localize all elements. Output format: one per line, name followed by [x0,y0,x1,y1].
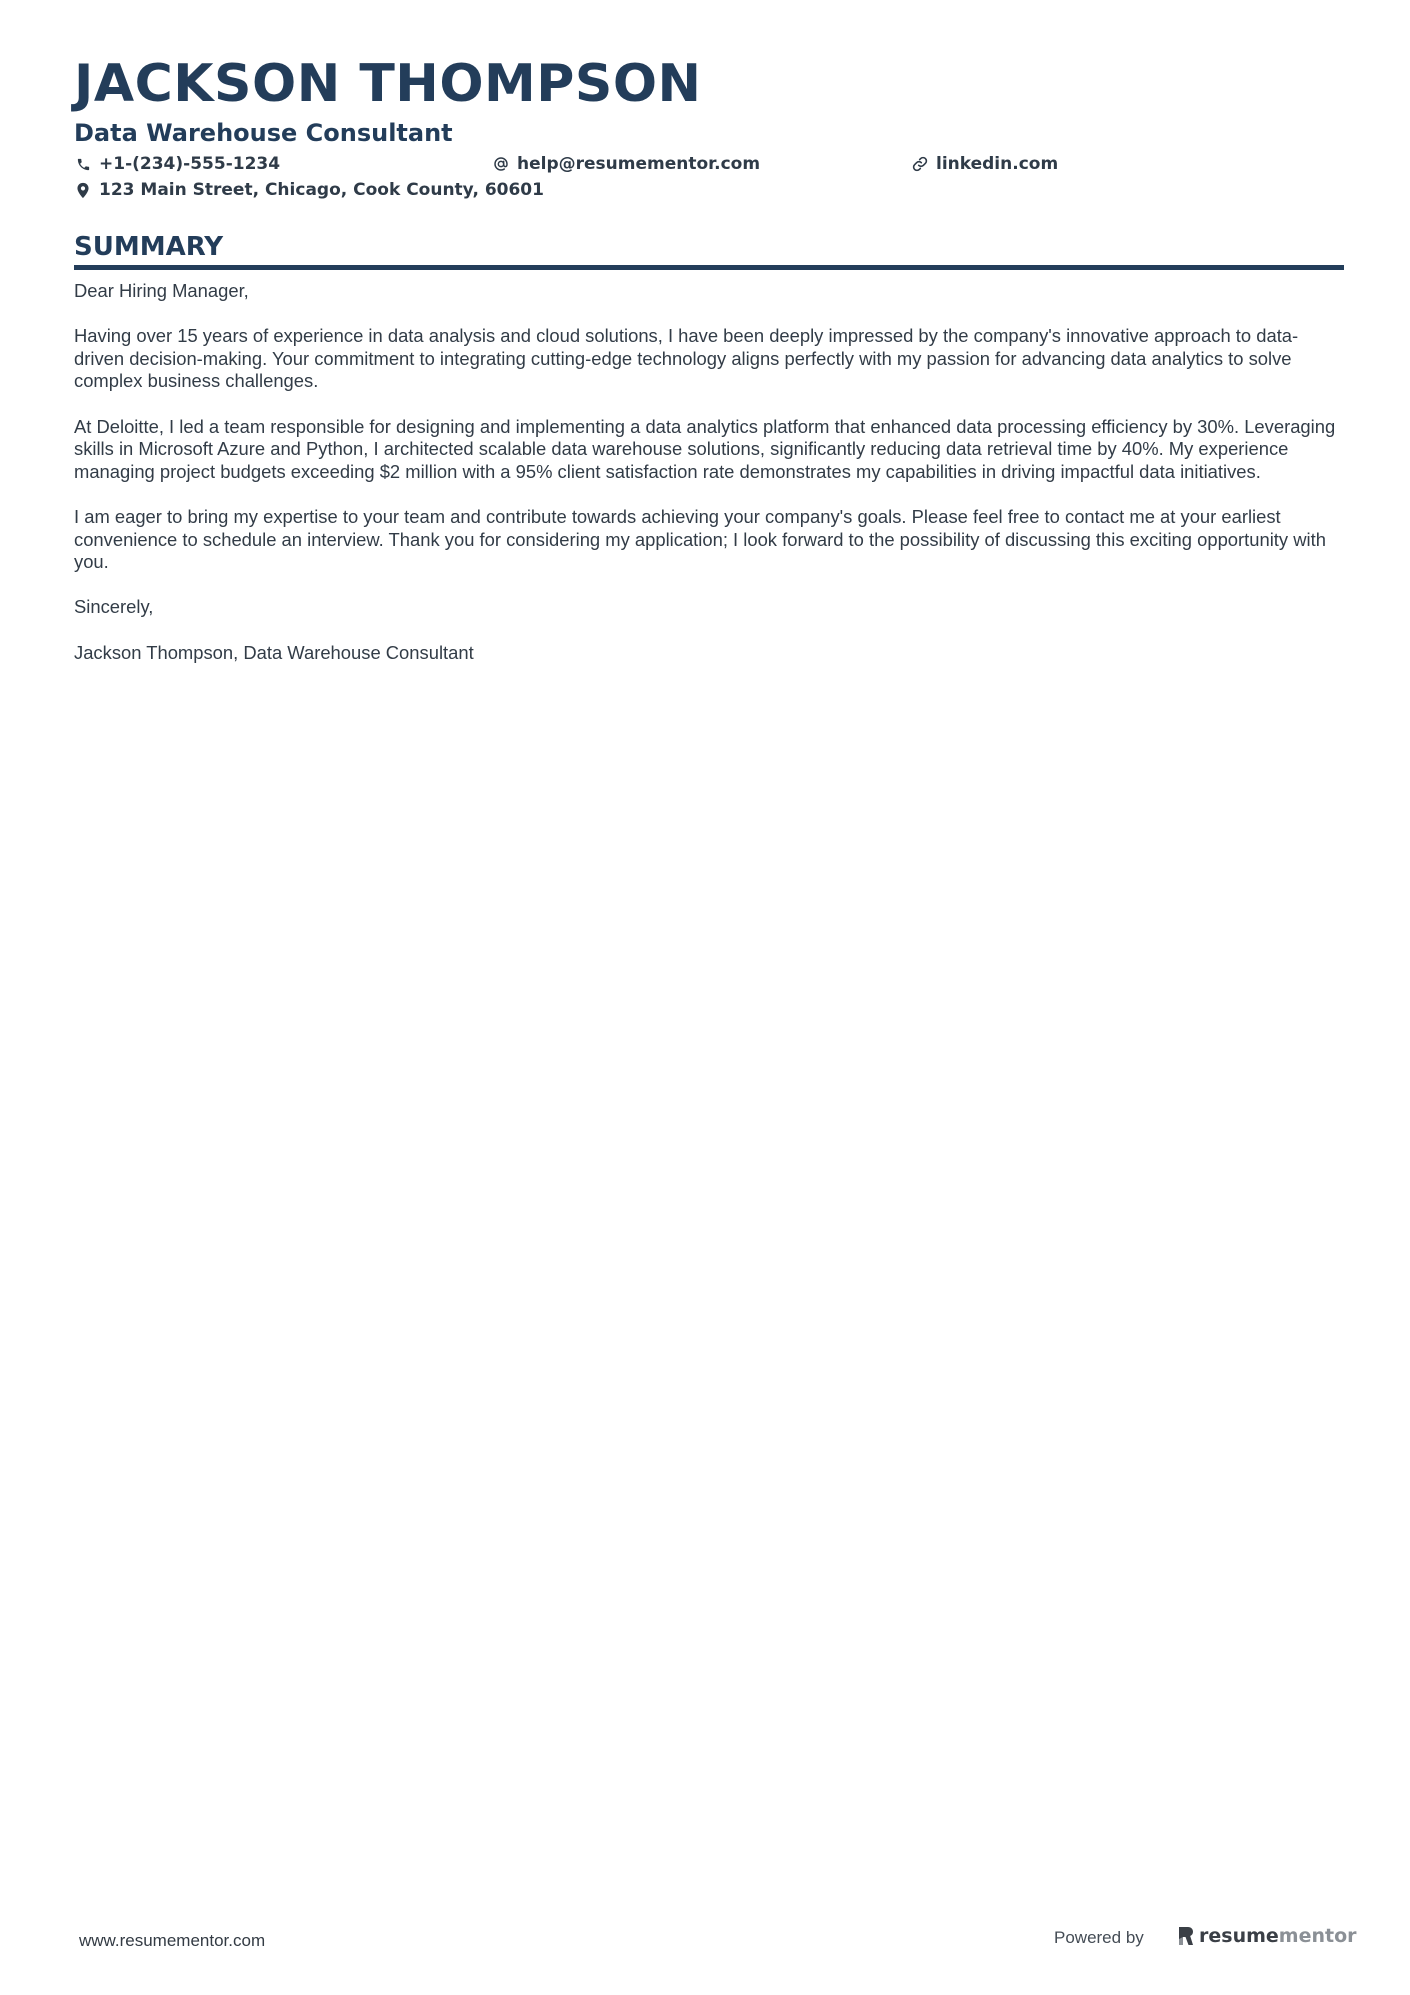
contact-phone [74,155,280,173]
contact-email [492,155,760,173]
phone-icon [74,155,92,173]
phone-number: +1-(234)-555-1234 [99,153,281,174]
letter-paragraph: At Deloitte, I led a team responsible for designing and implementing a data analytics platform that enhanced data processing efficiency by 30%. Leveraging skills in Microsoft Azure and Python, I architected scalable data warehouse solutions, significantly reducing data retrieval time by 40%. My experience managing project budgets exceeding $2 million with a 95% client satisfaction rate demonstrates my capabilities in driving impactful data initiatives. [74,415,1336,482]
link-icon [911,155,929,173]
linkedin-link: linkedin.com [936,153,1059,174]
job-title: Data Warehouse Consultant [74,119,453,147]
logo-mark-icon [1177,1925,1195,1947]
contact-linkedin [911,155,1058,173]
logo-text-mentor: mentor [1278,1925,1357,1947]
salutation: Dear Hiring Manager, [74,280,249,301]
address-text: 123 Main Street, Chicago, Cook County, 60601 [99,179,544,200]
at-sign-icon [492,155,510,173]
cover-letter-body [74,280,1344,687]
map-pin-icon [74,181,92,199]
signature-line: Jackson Thompson, Data Warehouse Consultant [74,641,474,663]
letter-paragraph: I am eager to bring my expertise to your team and contribute towards achieving your company's goals. Please feel free to contact me at your earliest convenience to schedule an interview. Thank you for considering my application; I look forward to the possibility of discussing this exciting opportunity with you. [74,505,1326,573]
logo-text-resume: resume [1199,1925,1279,1947]
letter-paragraph: Having over 15 years of experience in data analysis and cloud solutions, I have been deeply impressed by the company's innovative approach to data-driven decision-making. Your commitment to integrating cutting-edge technology aligns perfectly with my passion for advancing data analytics to solve complex business challenges. [74,325,1299,392]
footer-website: www.resumementor.com [79,1931,266,1950]
resumementor-logo [1177,1925,1357,1947]
summary-heading: SUMMARY [74,232,224,262]
powered-by-label: Powered by [1054,1928,1144,1947]
closing: Sincerely, [74,596,154,618]
contact-address [74,181,544,199]
email-address: help@resumementor.com [517,153,761,174]
section-divider [74,265,1344,270]
candidate-name: JACKSON THOMPSON [74,54,702,114]
